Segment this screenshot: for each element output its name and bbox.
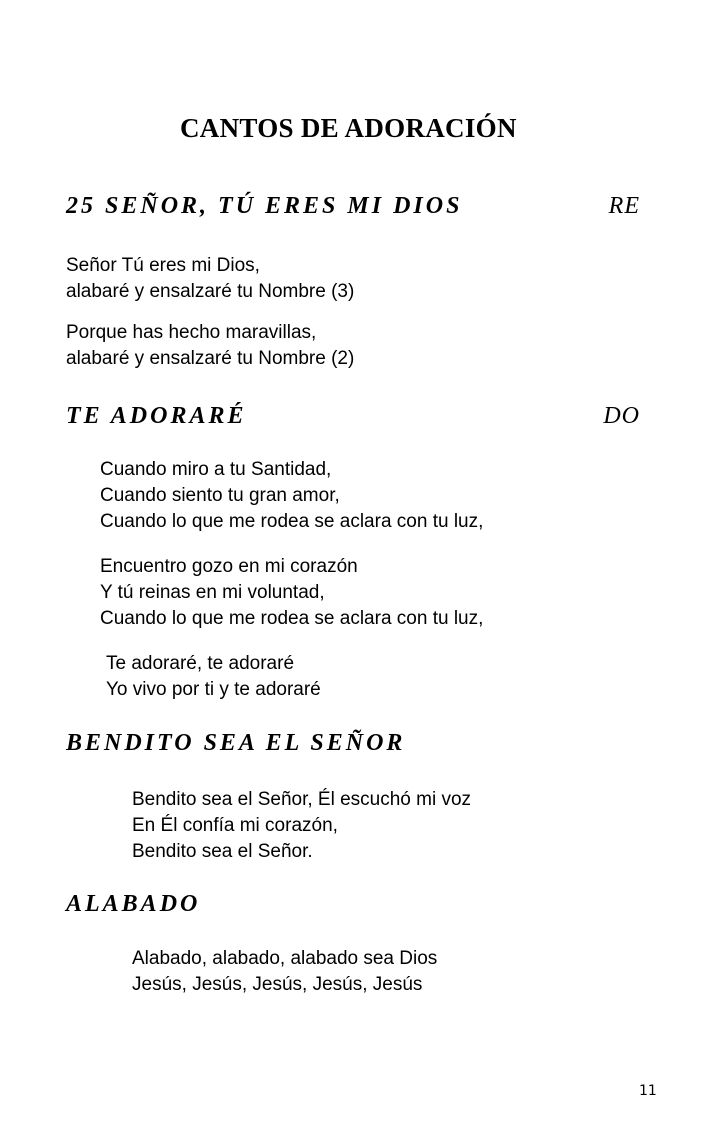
lyric-line: Te adoraré, te adoraré bbox=[106, 653, 295, 674]
lyric-line: Bendito sea el Señor. bbox=[132, 841, 313, 862]
stanza bbox=[66, 253, 354, 305]
lyric-line: Jesús, Jesús, Jesús, Jesús, Jesús bbox=[132, 974, 423, 995]
lyric-line: alabaré y ensalzaré tu Nombre (2) bbox=[66, 348, 355, 369]
lyric-line: En Él confía mi corazón, bbox=[132, 815, 338, 836]
stanza bbox=[106, 651, 321, 703]
lyric-line: Y tú reinas en mi voluntad, bbox=[100, 582, 325, 603]
lyric-line: Bendito sea el Señor, Él escuchó mi voz bbox=[132, 789, 472, 810]
song-key: RE bbox=[608, 193, 640, 219]
lyric-line: Señor Tú eres mi Dios, bbox=[66, 255, 260, 276]
song-title: BENDITO SEA EL SEÑOR bbox=[66, 730, 406, 756]
page-number: 11 bbox=[639, 1083, 657, 1099]
page-title: CANTOS DE ADORACIÓN bbox=[180, 113, 517, 143]
song-heading-bendito-sea-el-senor bbox=[66, 730, 640, 764]
lyric-line: Alabado, alabado, alabado sea Dios bbox=[132, 948, 438, 969]
stanza bbox=[132, 787, 471, 865]
lyric-line: Yo vivo por ti y te adoraré bbox=[106, 679, 321, 700]
lyric-line: Cuando lo que me rodea se aclara con tu luz, bbox=[100, 608, 484, 629]
lyric-line: Porque has hecho maravillas, bbox=[66, 322, 317, 343]
lyric-line: Cuando lo que me rodea se aclara con tu luz, bbox=[100, 511, 484, 532]
song-heading-senor-tu-eres-mi-dios bbox=[66, 193, 640, 227]
song-key: DO bbox=[603, 403, 640, 429]
song-title: 25 SEÑOR, TÚ ERES MI DIOS bbox=[66, 193, 463, 219]
song-heading-alabado bbox=[66, 891, 640, 925]
lyric-line: Cuando miro a tu Santidad, bbox=[100, 459, 332, 480]
lyric-line: Cuando siento tu gran amor, bbox=[100, 485, 340, 506]
stanza bbox=[66, 320, 354, 372]
lyric-line: alabaré y ensalzaré tu Nombre (3) bbox=[66, 281, 355, 302]
song-heading-te-adorare bbox=[66, 403, 640, 437]
song-title: ALABADO bbox=[66, 891, 201, 917]
song-title: TE ADORARÉ bbox=[66, 403, 247, 429]
stanza bbox=[100, 457, 483, 535]
lyric-line: Encuentro gozo en mi corazón bbox=[100, 556, 358, 577]
stanza bbox=[132, 946, 437, 998]
stanza bbox=[100, 554, 483, 632]
